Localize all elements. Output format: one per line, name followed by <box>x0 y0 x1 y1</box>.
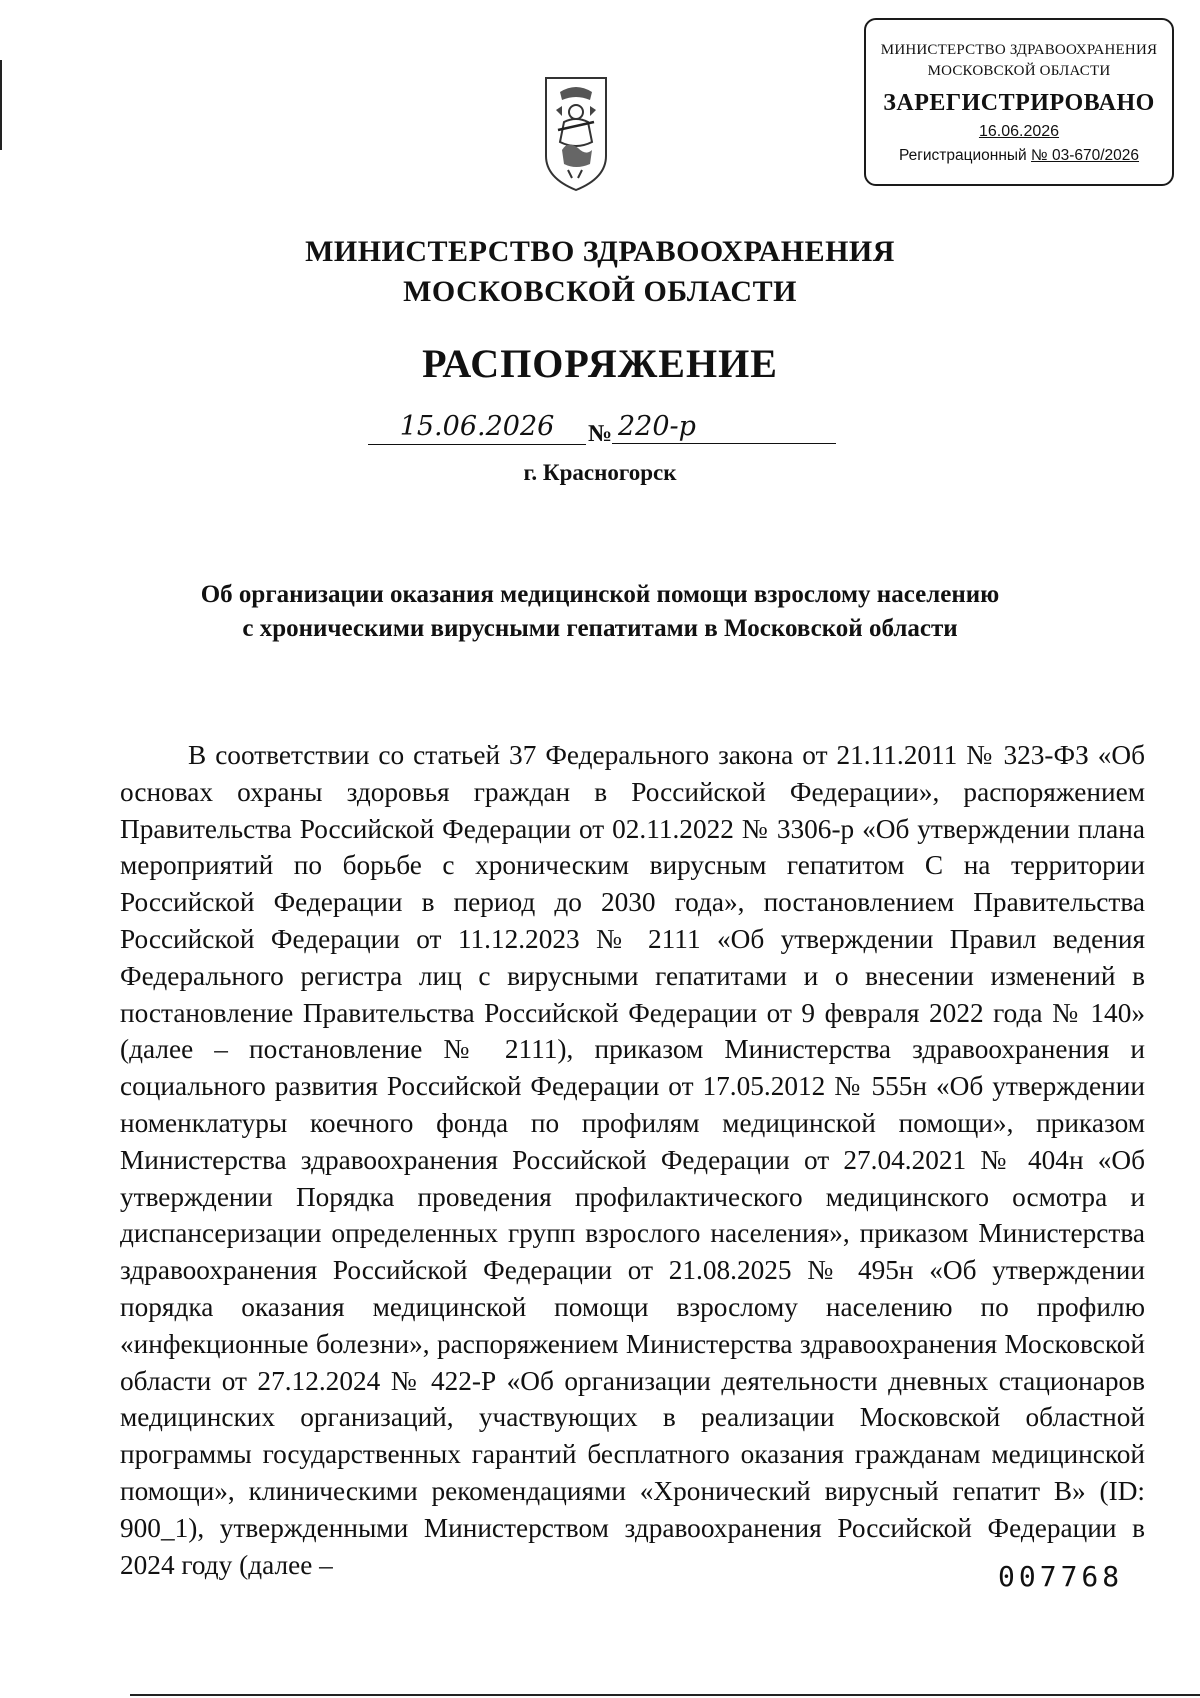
ministry-line1: МИНИСТЕРСТВО ЗДРАВООХРАНЕНИЯ <box>305 235 895 268</box>
stamp-date: 16.06.2026 <box>978 123 1060 140</box>
handwritten-date: 15.06.2026 <box>368 410 586 445</box>
subject-line1: Об организации оказания медицинской помощи взрослому населению <box>200 581 1000 608</box>
document-type: РАСПОРЯЖЕНИЕ <box>422 341 778 386</box>
body-paragraph: В соответствии со статьей 37 Федерального закона от 21.11.2011 № 323-ФЗ «Об основах охраны здоровья граждан в Российской Федерации», распоряжением Правительства Российской Федерации от 02.11.2022 № 3306-р «Об утверждении плана мероприятий по борьбе с хроническим вирусным гепатитом С на территории Российской Федерации в период до 2030 года», постановлением Правительства Российской Федерации от 11.12.2023 № 2111 «Об утверждении Правил ведения Федерального регистра лиц с вирусными гепатитами и о внесении изменений в постановление Правительства Российской Федерации от 9 февраля 2022 года № 140» (далее – постановление № 2111), приказом Министерства здравоохранения и социального развития Российской Федерации от 17.05.2012 № 555н «Об утверждении номенклатуры коечного фонда по профилям медицинской помощи», приказом Министерства здравоохранения Российской Федерации от 27.04.2021 № 404н «Об утверждении Порядка проведения профилактического медицинского осмотра и диспансеризации определенных групп взрослого населения», приказом Министерства здравоохранения Российской Федерации от 21.08.2025 № 495н «Об утверждении порядка оказания медицинской помощи взрослому населению по профилю «инфекционные болезни», распоряжением Министерства здравоохранения Московской области от 27.12.2024 № 422-Р «Об организации деятельности дневных стационаров медицинских организаций, участвующих в реализации Московской областной программы государственных гарантий бесплатного оказания гражданам медицинской помощи», клиническими рекомендациями «Хронический вирусный гепатит В» (ID: 900_1), утвержденными Министерством здравоохранения Российской Федерации в 2024 году (далее – <box>120 740 1145 1580</box>
subject-line2: с хроническими вирусными гепатитами в Московской области <box>242 615 958 642</box>
stamp-reg-number: № 03-670/2026 <box>1031 147 1140 164</box>
registration-stamp <box>864 18 1174 186</box>
city: г. Красногорск <box>523 460 677 485</box>
stamp-reg-number-line <box>866 147 1172 165</box>
scan-edge-mark-bottom <box>130 1694 1200 1696</box>
stamp-status: ЗАРЕГИСТРИРОВАНО <box>883 90 1155 116</box>
handwritten-number: 220-р <box>612 410 836 444</box>
stamp-org-line2: МОСКОВСКОЙ ОБЛАСТИ <box>927 63 1111 79</box>
stamp-reg-label: Регистрационный <box>898 147 1027 164</box>
scan-edge-mark-top <box>0 60 2 150</box>
ministry-name <box>0 232 1200 312</box>
coat-of-arms-icon <box>542 70 610 196</box>
number-sign: № <box>588 421 613 447</box>
ministry-line2: МОСКОВСКОЙ ОБЛАСТИ <box>403 275 797 308</box>
stamp-org-line1: МИНИСТЕРСТВО ЗДРАВООХРАНЕНИЯ <box>880 42 1158 58</box>
form-serial-number: 007768 <box>998 1560 1124 1593</box>
document-subject <box>0 578 1200 646</box>
